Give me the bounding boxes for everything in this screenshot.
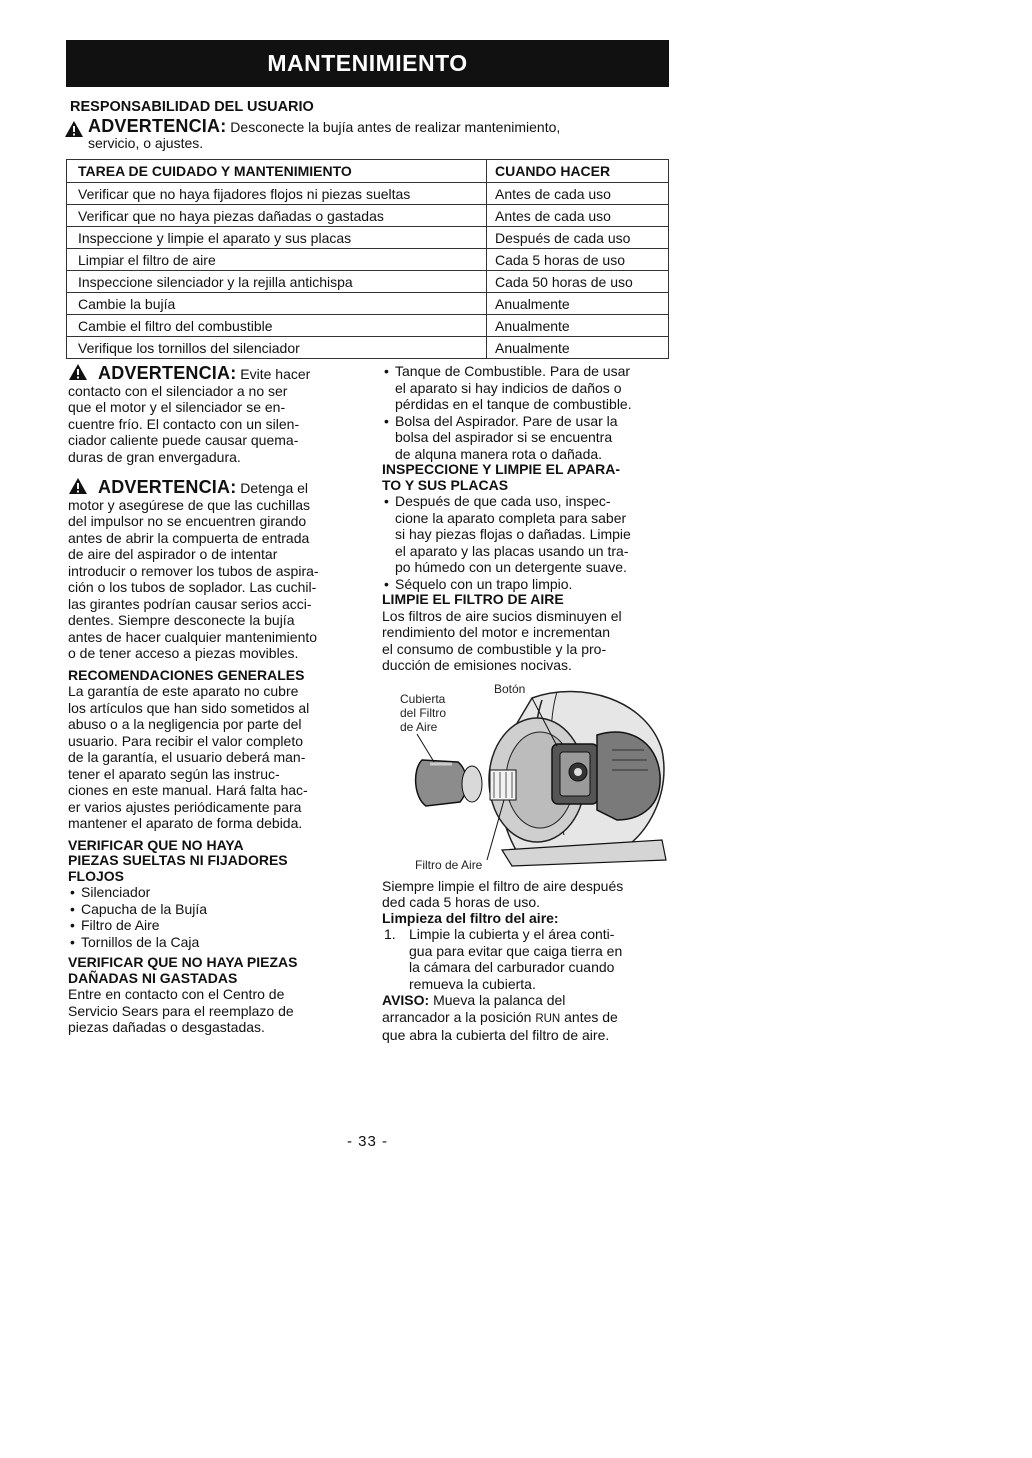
silenciador-warning <box>68 363 358 465</box>
text-line: Entre en contacto con el Centro de <box>68 986 285 1002</box>
text-line: de la garantía, el usuario deberá man- <box>68 749 306 765</box>
table-row <box>67 227 669 249</box>
list-item: • Capucha de la Bujía <box>68 901 358 918</box>
text-line: contacto con el silenciador a no ser <box>68 382 288 399</box>
text-line: ducción de emisiones nocivas. <box>382 657 572 673</box>
right-column <box>382 363 670 1044</box>
responsabilidad-heading: RESPONSABILIDAD DEL USUARIO <box>70 99 314 115</box>
warning-text-2: servicio, o ajustes. <box>88 135 204 151</box>
verificar-danadas-heading: VERIFICAR QUE NO HAYA PIEZAS DAÑADAS NI GASTADAS <box>68 954 298 986</box>
text-line: ciones en este manual. Hará falta hac- <box>68 782 308 798</box>
limpieza-heading: Limpieza del filtro del aire: <box>382 909 559 926</box>
limpieza-steps <box>382 926 670 992</box>
text-line: antes de abrir la compuerta de entrada <box>68 529 310 546</box>
left-column <box>68 363 358 1036</box>
verificar-sueltas-heading: VERIFICAR QUE NO HAYA PIEZAS SUELTAS NI FIJADORES FLOJOS <box>68 836 288 884</box>
text-line: piezas dañadas o desgastadas. <box>68 1019 265 1035</box>
warning-icon <box>68 363 88 381</box>
list-item: • Después de que cada uso, inspec- cione la aparato completa para saber si hay piezas flojas o dañadas. Limpie el aparato y las placas usando un tra- po húmedo con un detergente suave. <box>382 493 670 576</box>
table-row <box>67 337 669 359</box>
maintenance-table <box>66 159 669 359</box>
text-line: er varios ajustes periódicamente para <box>68 798 302 815</box>
list-item: • Bolsa del Aspirador. Pare de usar la bolsa del aspirador si se encuentra de alquna manera rota o dañada. <box>382 413 670 463</box>
warning-icon <box>64 120 84 138</box>
text-line: del impulsor no se encuentren girando <box>68 513 307 529</box>
siempre-text <box>382 878 670 911</box>
task-cell: Cambie el filtro del combustible <box>67 315 487 337</box>
list-item: • Silenciador <box>68 884 358 901</box>
task-cell: Cambie la bujía <box>67 293 487 315</box>
task-cell: Verifique los tornillos del silenciador <box>67 337 487 359</box>
text-line: el consumo de combustible y la pro- <box>382 640 607 657</box>
list-item: • Tanque de Combustible. Para de usar el aparato si hay indicios de daños o pérdidas en el tanque de combustible. <box>382 363 670 413</box>
text-line: Siempre limpie el filtro de aire después <box>382 877 624 894</box>
aviso-label: AVISO: <box>382 992 430 1008</box>
task-cell: Limpiar el filtro de aire <box>67 249 487 271</box>
page-number: - 33 - <box>346 1133 388 1150</box>
verificar-danadas-text <box>68 986 358 1036</box>
text-line: Servicio Sears para el reemplazo de <box>68 1002 294 1019</box>
table-header-when: CUANDO HACER <box>487 160 669 183</box>
top-warning <box>66 118 669 151</box>
list-item: 1. Limpie la cubierta y el área conti- gua para evitar que caiga tierra en la cámara del carburador cuando remueva la cubierta. <box>384 926 623 992</box>
text-line: dentes. Siempre desconecte la bujía <box>68 612 295 628</box>
text-line: ción o los tubos de soplador. Las cuchil- <box>68 579 317 595</box>
list-item: • Filtro de Aire <box>68 917 358 934</box>
figure-label-boton: Botón <box>494 681 526 696</box>
text-line: tener el aparato según las instruc- <box>68 765 280 782</box>
inspeccione-list <box>382 493 670 592</box>
task-cell: Inspeccione y limpie el aparato y sus placas <box>67 227 487 249</box>
warning-text: Desconecte la bujía antes de realizar mantenimiento, <box>226 119 561 135</box>
when-cell: Cada 5 horas de uso <box>487 249 669 271</box>
table-row <box>67 271 669 293</box>
text-line: o de tener acceso a piezas movibles. <box>68 645 299 661</box>
when-cell: Antes de cada uso <box>487 205 669 227</box>
text-line: La garantía de este aparato no cubre <box>68 683 299 699</box>
text-line: los artículos que han sido sometidos al <box>68 699 310 716</box>
figure-label-cubierta: Cubierta del Filtro de Aire <box>400 691 447 734</box>
when-cell: Después de cada uso <box>487 227 669 249</box>
task-cell: Inspeccione silenciador y la rejilla antichispa <box>67 271 487 293</box>
verificar-sueltas-list <box>68 884 358 950</box>
text-line: rendimiento del motor e incrementan <box>382 624 611 640</box>
text-line: las girantes podrían causar serios acci- <box>68 595 312 612</box>
limpie-filtro-text <box>382 608 670 674</box>
table-row <box>67 293 669 315</box>
warning-label: ADVERTENCIA: <box>88 116 227 136</box>
table-row <box>67 205 669 227</box>
task-cell: Verificar que no haya piezas dañadas o gastadas <box>67 205 487 227</box>
step-number: 1. <box>384 926 396 942</box>
run-position: RUN <box>535 1012 561 1025</box>
text-line: ciador caliente puede causar quema- <box>68 432 299 448</box>
manual-page <box>66 40 669 1150</box>
when-cell: Anualmente <box>487 337 669 359</box>
text-line: abuso o a la negligencia por parte del <box>68 716 302 732</box>
table-row <box>67 183 669 205</box>
figure-label-filtro: Filtro de Aire <box>415 857 483 872</box>
when-cell: Anualmente <box>487 315 669 337</box>
aviso-text: AVISO: Mueva la palanca del arrancador a la posición RUN antes de que abra la cubierta del filtro de aire. <box>382 992 618 1043</box>
text-line: motor y asegúrese de que las cuchillas <box>68 496 311 513</box>
text-line: antes de hacer cualquier mantenimiento <box>68 628 318 645</box>
air-filter-illustration <box>382 680 670 874</box>
when-cell: Anualmente <box>487 293 669 315</box>
text-line: cuentre frío. El contacto con un silen- <box>68 415 300 432</box>
text-line: ded cada 5 horas de uso. <box>382 894 541 910</box>
table-row <box>67 249 669 271</box>
right-top-bullets <box>382 363 670 462</box>
text-line: duras de gran envergadura. <box>68 448 241 465</box>
warning-icon <box>68 477 88 495</box>
impulsor-warning <box>68 477 358 662</box>
section-banner: MANTENIMIENTO <box>66 40 669 87</box>
task-cell: Verificar que no haya fijadores flojos ni piezas sueltas <box>67 183 487 205</box>
text-line: de aire del aspirador o de intentar <box>68 546 278 562</box>
when-cell: Antes de cada uso <box>487 183 669 205</box>
inspeccione-heading: INSPECCIONE Y LIMPIE EL APARA- TO Y SUS PLACAS <box>382 461 621 493</box>
text-line: usuario. Para recibir el valor completo <box>68 732 303 749</box>
text-line: introducir o remover los tubos de aspira- <box>68 562 319 579</box>
text-line: mantener el aparato de forma debida. <box>68 815 303 831</box>
recomendaciones-heading: RECOMENDACIONES GENERALES <box>68 666 305 683</box>
text-line: que el motor y el silenciador se en- <box>68 399 286 415</box>
recomendaciones-text <box>68 683 358 832</box>
warning-label: ADVERTENCIA: <box>98 363 237 383</box>
when-cell: Cada 50 horas de uso <box>487 271 669 293</box>
warning-lead: Detenga el <box>236 480 309 496</box>
text-line: Los filtros de aire sucios disminuyen el <box>382 607 622 624</box>
limpie-filtro-heading: LIMPIE EL FILTRO DE AIRE <box>382 591 564 607</box>
warning-label: ADVERTENCIA: <box>98 477 237 497</box>
list-item: • Tornillos de la Caja <box>68 934 358 951</box>
warning-lead: Evite hacer <box>236 366 311 382</box>
table-row <box>67 315 669 337</box>
table-header-task: TAREA DE CUIDADO Y MANTENIMIENTO <box>67 160 487 183</box>
list-item: • Séquelo con un trapo limpio. <box>382 576 670 593</box>
